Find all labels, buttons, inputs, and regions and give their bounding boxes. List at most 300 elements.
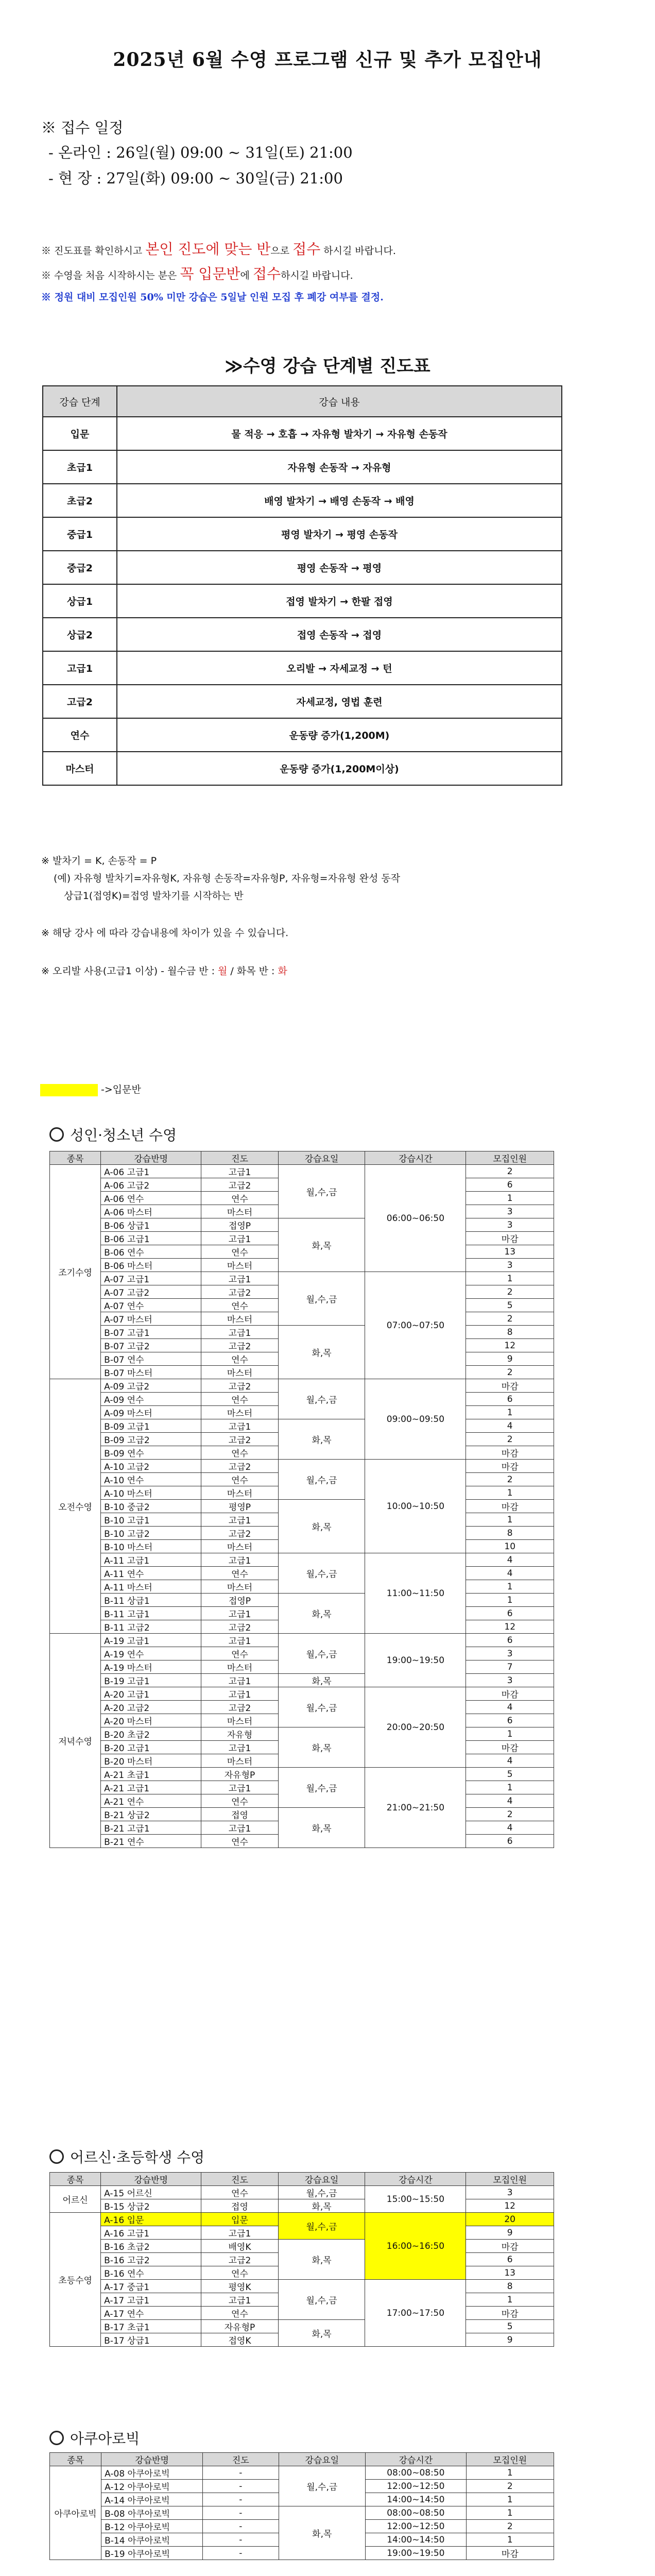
cell-capacity: 2 (466, 1366, 554, 1379)
table-row (50, 1500, 554, 1513)
cell-days: 월,수,금 (278, 1165, 365, 1218)
cell-days: 월,수,금 (279, 2466, 365, 2506)
cell-time: 11:00~11:50 (365, 1553, 466, 1634)
table-row (50, 1379, 554, 1393)
cell-level: 연수 (201, 1794, 279, 1808)
cell-class-name: B-10 고급2 (101, 1527, 201, 1540)
level-row (43, 517, 562, 551)
cell-class-name: A-14 아쿠아로빅 (101, 2493, 203, 2506)
cell-capacity: 2 (466, 1165, 554, 1178)
cell-class-name: A-17 중급1 (101, 2280, 201, 2293)
level-stage: 고급2 (43, 685, 117, 718)
cell-time: 17:00~17:50 (365, 2280, 466, 2347)
cell-level: 접영 (201, 2199, 279, 2213)
table-row (50, 1553, 554, 1567)
cell-level: 마스터 (201, 1486, 279, 1500)
cell-level: 고급2 (201, 1620, 279, 1634)
table-row (50, 1460, 554, 1473)
cell-level: 마스터 (201, 1754, 279, 1768)
cell-capacity: 2 (466, 1808, 554, 1821)
table-row (50, 1326, 554, 1339)
cell-capacity: 5 (466, 1768, 554, 1781)
cell-level: 자유형P (201, 2320, 279, 2333)
cell-class-name: B-06 마스터 (101, 1259, 201, 1272)
section-aqua-title: 아쿠아로빅 (49, 2428, 140, 2448)
table-row (50, 2213, 554, 2226)
cell-class-name: B-21 연수 (101, 1835, 201, 1848)
level-table (42, 385, 562, 786)
cell-days: 월,수,금 (278, 1460, 365, 1500)
cell-level: 고급2 (201, 1433, 279, 1446)
level-content: 오리발 → 자세교정 → 턴 (117, 651, 562, 685)
cell-capacity: 3 (466, 2186, 554, 2199)
cell-category: 오전수영 (50, 1379, 101, 1634)
cell-capacity: 5 (466, 1299, 554, 1312)
cell-capacity: 4 (466, 1567, 554, 1580)
level-stage: 고급1 (43, 651, 117, 685)
header-days: 강습요일 (279, 2453, 365, 2466)
cell-capacity: 2 (466, 1312, 554, 1326)
cell-capacity: 20 (466, 2213, 554, 2226)
cell-capacity: 3 (466, 1218, 554, 1232)
cell-level: 마스터 (201, 1366, 279, 1379)
cell-class-name: B-08 아쿠아로빅 (101, 2506, 203, 2520)
cell-level: 고급1 (201, 2293, 279, 2307)
cell-level: 고급2 (201, 1460, 279, 1473)
level-content: 운동량 증가(1,200M) (117, 718, 562, 752)
cell-capacity: 1 (466, 1594, 554, 1607)
cell-class-name: A-11 마스터 (101, 1580, 201, 1594)
cell-class-name: B-11 고급1 (101, 1607, 201, 1620)
table-row (50, 2240, 554, 2253)
cell-capacity: 10 (466, 1540, 554, 1553)
cell-capacity: 1 (466, 1580, 554, 1594)
table-row (50, 1165, 554, 1178)
cell-capacity: 마감 (466, 1500, 554, 1513)
cell-level: 자유형P (201, 1768, 279, 1781)
level-row (43, 618, 562, 651)
cell-class-name: B-07 고급1 (101, 1326, 201, 1339)
cell-class-name: A-10 마스터 (101, 1486, 201, 1500)
cell-class-name: B-19 고급1 (101, 1674, 201, 1687)
cell-class-name: A-09 고급2 (101, 1379, 201, 1393)
cell-time: 19:00~19:50 (365, 2547, 466, 2560)
cell-capacity: 3 (466, 1205, 554, 1218)
cell-capacity: 3 (466, 1674, 554, 1687)
cell-level: - (202, 2480, 279, 2493)
level-content: 운동량 증가(1,200M이상) (117, 752, 562, 785)
cell-level: 연수 (201, 1192, 279, 1205)
header-capacity: 모집인원 (466, 1151, 554, 1165)
cell-days: 월,수,금 (278, 1768, 365, 1808)
level-content: 평영 발차기 → 평영 손동작 (117, 517, 562, 551)
cell-capacity: 6 (466, 2253, 554, 2266)
cell-days: 화,목 (278, 1727, 365, 1768)
header-level: 진도 (201, 1151, 279, 1165)
cell-capacity: 1 (466, 1781, 554, 1794)
cell-level: 연수 (201, 2186, 279, 2199)
cell-capacity: 1 (466, 1192, 554, 1205)
cell-class-name: B-16 연수 (101, 2266, 201, 2280)
level-stage: 초급2 (43, 484, 117, 517)
cell-level: - (202, 2520, 279, 2533)
cell-time: 19:00~19:50 (365, 1634, 466, 1687)
cell-level: 고급2 (201, 1178, 279, 1192)
level-row (43, 450, 562, 484)
cell-category: 초등수영 (50, 2213, 101, 2347)
cell-class-name: A-21 고급1 (101, 1781, 201, 1794)
level-row (43, 718, 562, 752)
level-stage: 연수 (43, 718, 117, 752)
note-beginner: ※ 수영을 처음 시작하시는 분은 꼭 입문반에 접수하시길 바랍니다. (41, 265, 353, 282)
circle-icon (49, 2149, 64, 2164)
header-time: 강습시간 (365, 1151, 466, 1165)
cell-capacity: 4 (466, 1754, 554, 1768)
cell-time: 08:00~08:50 (365, 2466, 466, 2480)
cell-capacity: 마감 (466, 1379, 554, 1393)
table-row (50, 2466, 554, 2480)
cell-class-name: A-21 연수 (101, 1794, 201, 1808)
cell-capacity: 5 (466, 2320, 554, 2333)
cell-days: 월,수,금 (278, 2213, 365, 2240)
cell-class-name: B-06 고급1 (101, 1232, 201, 1245)
cell-class-name: B-07 연수 (101, 1352, 201, 1366)
cell-time: 14:00~14:50 (365, 2493, 466, 2506)
cell-level: 고급1 (201, 1607, 279, 1620)
level-row (43, 417, 562, 450)
level-note-instructor: ※ 해당 강사 에 따라 강습내용에 차이가 있을 수 있습니다. (41, 927, 289, 939)
table-row (50, 1634, 554, 1647)
cell-days: 화,목 (278, 2240, 365, 2280)
cell-time: 09:00~09:50 (365, 1379, 466, 1460)
header-capacity: 모집인원 (466, 2453, 554, 2466)
header-days: 강습요일 (278, 1151, 365, 1165)
cell-class-name: A-16 입문 (101, 2213, 201, 2226)
cell-days: 월,수,금 (278, 2280, 365, 2320)
level-note-example2: 상급1(접영K)=접영 발차기를 시작하는 반 (64, 890, 244, 902)
cell-capacity: 12 (466, 2199, 554, 2213)
cell-class-name: A-09 연수 (101, 1393, 201, 1406)
cell-capacity: 8 (466, 2280, 554, 2293)
cell-capacity: 4 (466, 1553, 554, 1567)
level-content: 접영 발차기 → 한팔 접영 (117, 584, 562, 618)
cell-level: 마스터 (201, 1580, 279, 1594)
cell-level: 고급1 (201, 1634, 279, 1647)
cell-capacity: 4 (466, 1794, 554, 1808)
cell-capacity: 12 (466, 1339, 554, 1352)
cell-level: 마스터 (201, 1312, 279, 1326)
table-row (50, 2506, 554, 2520)
table-row (50, 2280, 554, 2293)
note-level-check: ※ 진도표를 확인하시고 본인 진도에 맞는 반으로 접수 하시길 바랍니다. (41, 241, 396, 258)
cell-capacity: 1 (466, 2493, 554, 2506)
cell-time: 10:00~10:50 (365, 1460, 466, 1553)
page-title: 2025년 6월 수영 프로그램 신규 및 추가 모집안내 (113, 49, 542, 71)
cell-level: 자유형 (201, 1727, 279, 1741)
cell-days: 화,목 (278, 1419, 365, 1460)
cell-capacity: 7 (466, 1660, 554, 1674)
cell-days: 화,목 (278, 1326, 365, 1379)
level-row (43, 551, 562, 584)
cell-days: 월,수,금 (278, 1687, 365, 1727)
cell-level: 고급1 (201, 1419, 279, 1433)
cell-capacity: 4 (466, 1701, 554, 1714)
cell-class-name: A-07 마스터 (101, 1312, 201, 1326)
cell-class-name: B-10 고급1 (101, 1513, 201, 1527)
circle-icon (49, 1127, 64, 1142)
cell-time: 21:00~21:50 (365, 1768, 466, 1848)
circle-icon (49, 2431, 64, 2445)
cell-capacity: 4 (466, 1821, 554, 1835)
cell-capacity: 1 (466, 1406, 554, 1419)
cell-class-name: A-19 연수 (101, 1647, 201, 1660)
cell-level: 고급1 (201, 1513, 279, 1527)
cell-category: 조기수영 (50, 1165, 101, 1379)
section-senior-title: 어르신·초등학생 수영 (49, 2146, 204, 2167)
cell-capacity: 4 (466, 1419, 554, 1433)
cell-class-name: A-06 고급1 (101, 1165, 201, 1178)
cell-class-name: B-09 고급1 (101, 1419, 201, 1433)
cell-capacity: 마감 (466, 1460, 554, 1473)
cell-level: 고급1 (201, 1553, 279, 1567)
cell-time: 06:00~06:50 (365, 1165, 466, 1272)
level-stage: 상급2 (43, 618, 117, 651)
cell-capacity: 마감 (466, 2307, 554, 2320)
level-row (43, 584, 562, 618)
cell-capacity: 6 (466, 1607, 554, 1620)
cell-capacity: 1 (466, 1513, 554, 1527)
cell-days: 화,목 (278, 1594, 365, 1634)
header-class-name: 강습반명 (101, 1151, 201, 1165)
cell-class-name: B-21 고급1 (101, 1821, 201, 1835)
header-class-name: 강습반명 (101, 2173, 201, 2186)
cell-time: 16:00~16:50 (365, 2213, 466, 2280)
table-row (50, 1768, 554, 1781)
cell-capacity: 2 (466, 2520, 554, 2533)
cell-class-name: A-20 고급1 (101, 1687, 201, 1701)
cell-level: 고급2 (201, 1701, 279, 1714)
cell-level: - (202, 2533, 279, 2547)
cell-level: 마스터 (201, 1714, 279, 1727)
cell-level: 연수 (201, 1299, 279, 1312)
cell-days: 화,목 (278, 1500, 365, 1553)
cell-class-name: B-10 마스터 (101, 1540, 201, 1553)
cell-class-name: A-06 연수 (101, 1192, 201, 1205)
cell-level: 평영P (201, 1500, 279, 1513)
cell-class-name: B-15 상급2 (101, 2199, 201, 2213)
cell-level: 연수 (201, 1835, 279, 1848)
cell-class-name: A-17 연수 (101, 2307, 201, 2320)
cell-days: 월,수,금 (278, 1634, 365, 1674)
table-row (50, 1272, 554, 1285)
cell-level: 입문 (201, 2213, 279, 2226)
cell-class-name: A-06 고급2 (101, 1178, 201, 1192)
cell-level: 고급1 (201, 1165, 279, 1178)
level-stage: 초급1 (43, 450, 117, 484)
cell-capacity: 8 (466, 1527, 554, 1540)
cell-class-name: B-17 상급1 (101, 2333, 201, 2347)
cell-time: 12:00~12:50 (365, 2520, 466, 2533)
cell-class-name: A-08 아쿠아로빅 (101, 2466, 203, 2480)
cell-level: 고급1 (201, 1821, 279, 1835)
table-row (50, 1808, 554, 1821)
cell-class-name: B-20 마스터 (101, 1754, 201, 1768)
cell-class-name: B-16 초급2 (101, 2240, 201, 2253)
cell-class-name: A-16 고급1 (101, 2226, 201, 2240)
cell-level: 고급1 (201, 2226, 279, 2240)
section-adult-title: 성인·청소년 수영 (49, 1124, 177, 1145)
cell-class-name: A-10 고급2 (101, 1460, 201, 1473)
cell-time: 14:00~14:50 (365, 2533, 466, 2547)
schedule-onsite: - 현 장 : 27일(화) 09:00 ~ 30일(금) 21:00 (48, 170, 343, 187)
cell-class-name: B-10 중급2 (101, 1500, 201, 1513)
level-note-example: (예) 자유형 발차기=자유형K, 자유형 손동작=자유형P, 자유형=자유형 완성 동작 (54, 873, 401, 884)
cell-class-name: B-11 상급1 (101, 1594, 201, 1607)
cell-level: 연수 (201, 2307, 279, 2320)
cell-class-name: A-07 연수 (101, 1299, 201, 1312)
cell-days: 화,목 (278, 1218, 365, 1272)
cell-class-name: A-11 연수 (101, 1567, 201, 1580)
cell-capacity: 6 (466, 1178, 554, 1192)
cell-capacity: 1 (466, 2533, 554, 2547)
header-category: 종목 (50, 2173, 101, 2186)
cell-capacity: 2 (466, 1433, 554, 1446)
cell-level: 마스터 (201, 1660, 279, 1674)
cell-days: 화,목 (279, 2506, 365, 2560)
cell-level: 연수 (201, 1393, 279, 1406)
level-content: 물 적응 → 호흡 → 자유형 발차기 → 자유형 손동작 (117, 417, 562, 450)
cell-capacity: 6 (466, 1634, 554, 1647)
cell-capacity: 2 (466, 1473, 554, 1486)
cell-level: 연수 (201, 1352, 279, 1366)
cell-category: 아쿠아로빅 (50, 2466, 101, 2560)
cell-capacity: 12 (466, 1620, 554, 1634)
cell-capacity: 마감 (466, 1741, 554, 1754)
cell-capacity: 3 (466, 1647, 554, 1660)
cell-class-name: B-16 고급2 (101, 2253, 201, 2266)
cell-level: 접영P (201, 1218, 279, 1232)
cell-class-name: B-20 초급2 (101, 1727, 201, 1741)
table-row (50, 1594, 554, 1607)
cell-class-name: B-14 아쿠아로빅 (101, 2533, 203, 2547)
table-row (50, 1727, 554, 1741)
table-row (50, 1687, 554, 1701)
header-days: 강습요일 (278, 2173, 365, 2186)
cell-capacity: 1 (466, 2293, 554, 2307)
header-category: 종목 (50, 2453, 101, 2466)
cell-class-name: A-07 고급1 (101, 1272, 201, 1285)
cell-class-name: A-21 초급1 (101, 1768, 201, 1781)
cell-level: 마스터 (201, 1259, 279, 1272)
level-header-content: 강습 내용 (117, 386, 562, 417)
cell-days: 화,목 (278, 1674, 365, 1687)
cell-days: 월,수,금 (278, 1272, 365, 1326)
legend-swatch (40, 1084, 98, 1096)
cell-level: 연수 (201, 1473, 279, 1486)
level-stage: 상급1 (43, 584, 117, 618)
level-row (43, 484, 562, 517)
cell-capacity: 1 (466, 1486, 554, 1500)
level-header-stage: 강습 단계 (43, 386, 117, 417)
note-cancellation: ※ 정원 대비 모집인원 50% 미만 강습은 5일날 인원 모집 후 폐강 여부를 결정. (41, 292, 384, 303)
cell-category: 어르신 (50, 2186, 101, 2213)
cell-capacity: 13 (466, 1245, 554, 1259)
cell-level: 고급2 (201, 1379, 279, 1393)
cell-days: 월,수,금 (278, 2186, 365, 2199)
header-time: 강습시간 (365, 2453, 466, 2466)
cell-capacity: 2 (466, 2480, 554, 2493)
header-class-name: 강습반명 (101, 2453, 203, 2466)
aqua-schedule-table (49, 2452, 554, 2560)
cell-class-name: B-06 상급1 (101, 1218, 201, 1232)
cell-class-name: A-09 마스터 (101, 1406, 201, 1419)
cell-time: 07:00~07:50 (365, 1272, 466, 1379)
adult-schedule-table (49, 1151, 554, 1848)
cell-class-name: A-11 고급1 (101, 1553, 201, 1567)
cell-class-name: B-12 아쿠아로빅 (101, 2520, 203, 2533)
cell-class-name: B-20 고급1 (101, 1741, 201, 1754)
cell-class-name: B-06 연수 (101, 1245, 201, 1259)
cell-class-name: B-07 고급2 (101, 1339, 201, 1352)
level-note-abbrev: ※ 발차기 = K, 손동작 = P (41, 855, 157, 867)
cell-class-name: B-21 상급2 (101, 1808, 201, 1821)
cell-class-name: A-06 마스터 (101, 1205, 201, 1218)
cell-capacity: 6 (466, 1714, 554, 1727)
legend-text: ->입문반 (101, 1084, 141, 1095)
cell-class-name: A-19 고급1 (101, 1634, 201, 1647)
schedule-online: - 온라인 : 26일(월) 09:00 ~ 31일(토) 21:00 (48, 144, 353, 161)
cell-days: 화,목 (278, 1808, 365, 1848)
cell-capacity: 9 (466, 2333, 554, 2347)
cell-class-name: B-11 고급2 (101, 1620, 201, 1634)
cell-class-name: B-19 아쿠아로빅 (101, 2547, 203, 2560)
level-table-title: ≫수영 강습 단계별 진도표 (225, 356, 430, 377)
cell-class-name: A-10 연수 (101, 1473, 201, 1486)
cell-capacity: 3 (466, 1259, 554, 1272)
table-row (50, 2186, 554, 2199)
level-content: 접영 손동작 → 접영 (117, 618, 562, 651)
cell-class-name: A-20 고급2 (101, 1701, 201, 1714)
cell-days: 월,수,금 (278, 1379, 365, 1419)
header-level: 진도 (202, 2453, 279, 2466)
level-stage: 중급2 (43, 551, 117, 584)
level-stage: 입문 (43, 417, 117, 450)
cell-capacity: 마감 (466, 2547, 554, 2560)
cell-days: 화,목 (278, 2320, 365, 2347)
cell-level: - (202, 2547, 279, 2560)
cell-time: 20:00~20:50 (365, 1687, 466, 1768)
cell-level: 마스터 (201, 1540, 279, 1553)
cell-level: - (202, 2466, 279, 2480)
cell-capacity: 1 (466, 1272, 554, 1285)
level-content: 자유형 손동작 → 자유형 (117, 450, 562, 484)
cell-class-name: B-17 초급1 (101, 2320, 201, 2333)
cell-days: 화,목 (278, 2199, 365, 2213)
senior-schedule-table (49, 2172, 554, 2347)
cell-class-name: B-07 마스터 (101, 1366, 201, 1379)
cell-capacity: 1 (466, 2466, 554, 2480)
cell-capacity: 1 (466, 2506, 554, 2520)
table-row (50, 1674, 554, 1687)
cell-capacity: 13 (466, 2266, 554, 2280)
cell-class-name: A-15 어르신 (101, 2186, 201, 2199)
cell-level: 고급2 (201, 1285, 279, 1299)
cell-level: 연수 (201, 1567, 279, 1580)
cell-level: 평영K (201, 2280, 279, 2293)
cell-level: 고급1 (201, 1272, 279, 1285)
cell-level: 접영K (201, 2333, 279, 2347)
cell-level: 고급1 (201, 1687, 279, 1701)
